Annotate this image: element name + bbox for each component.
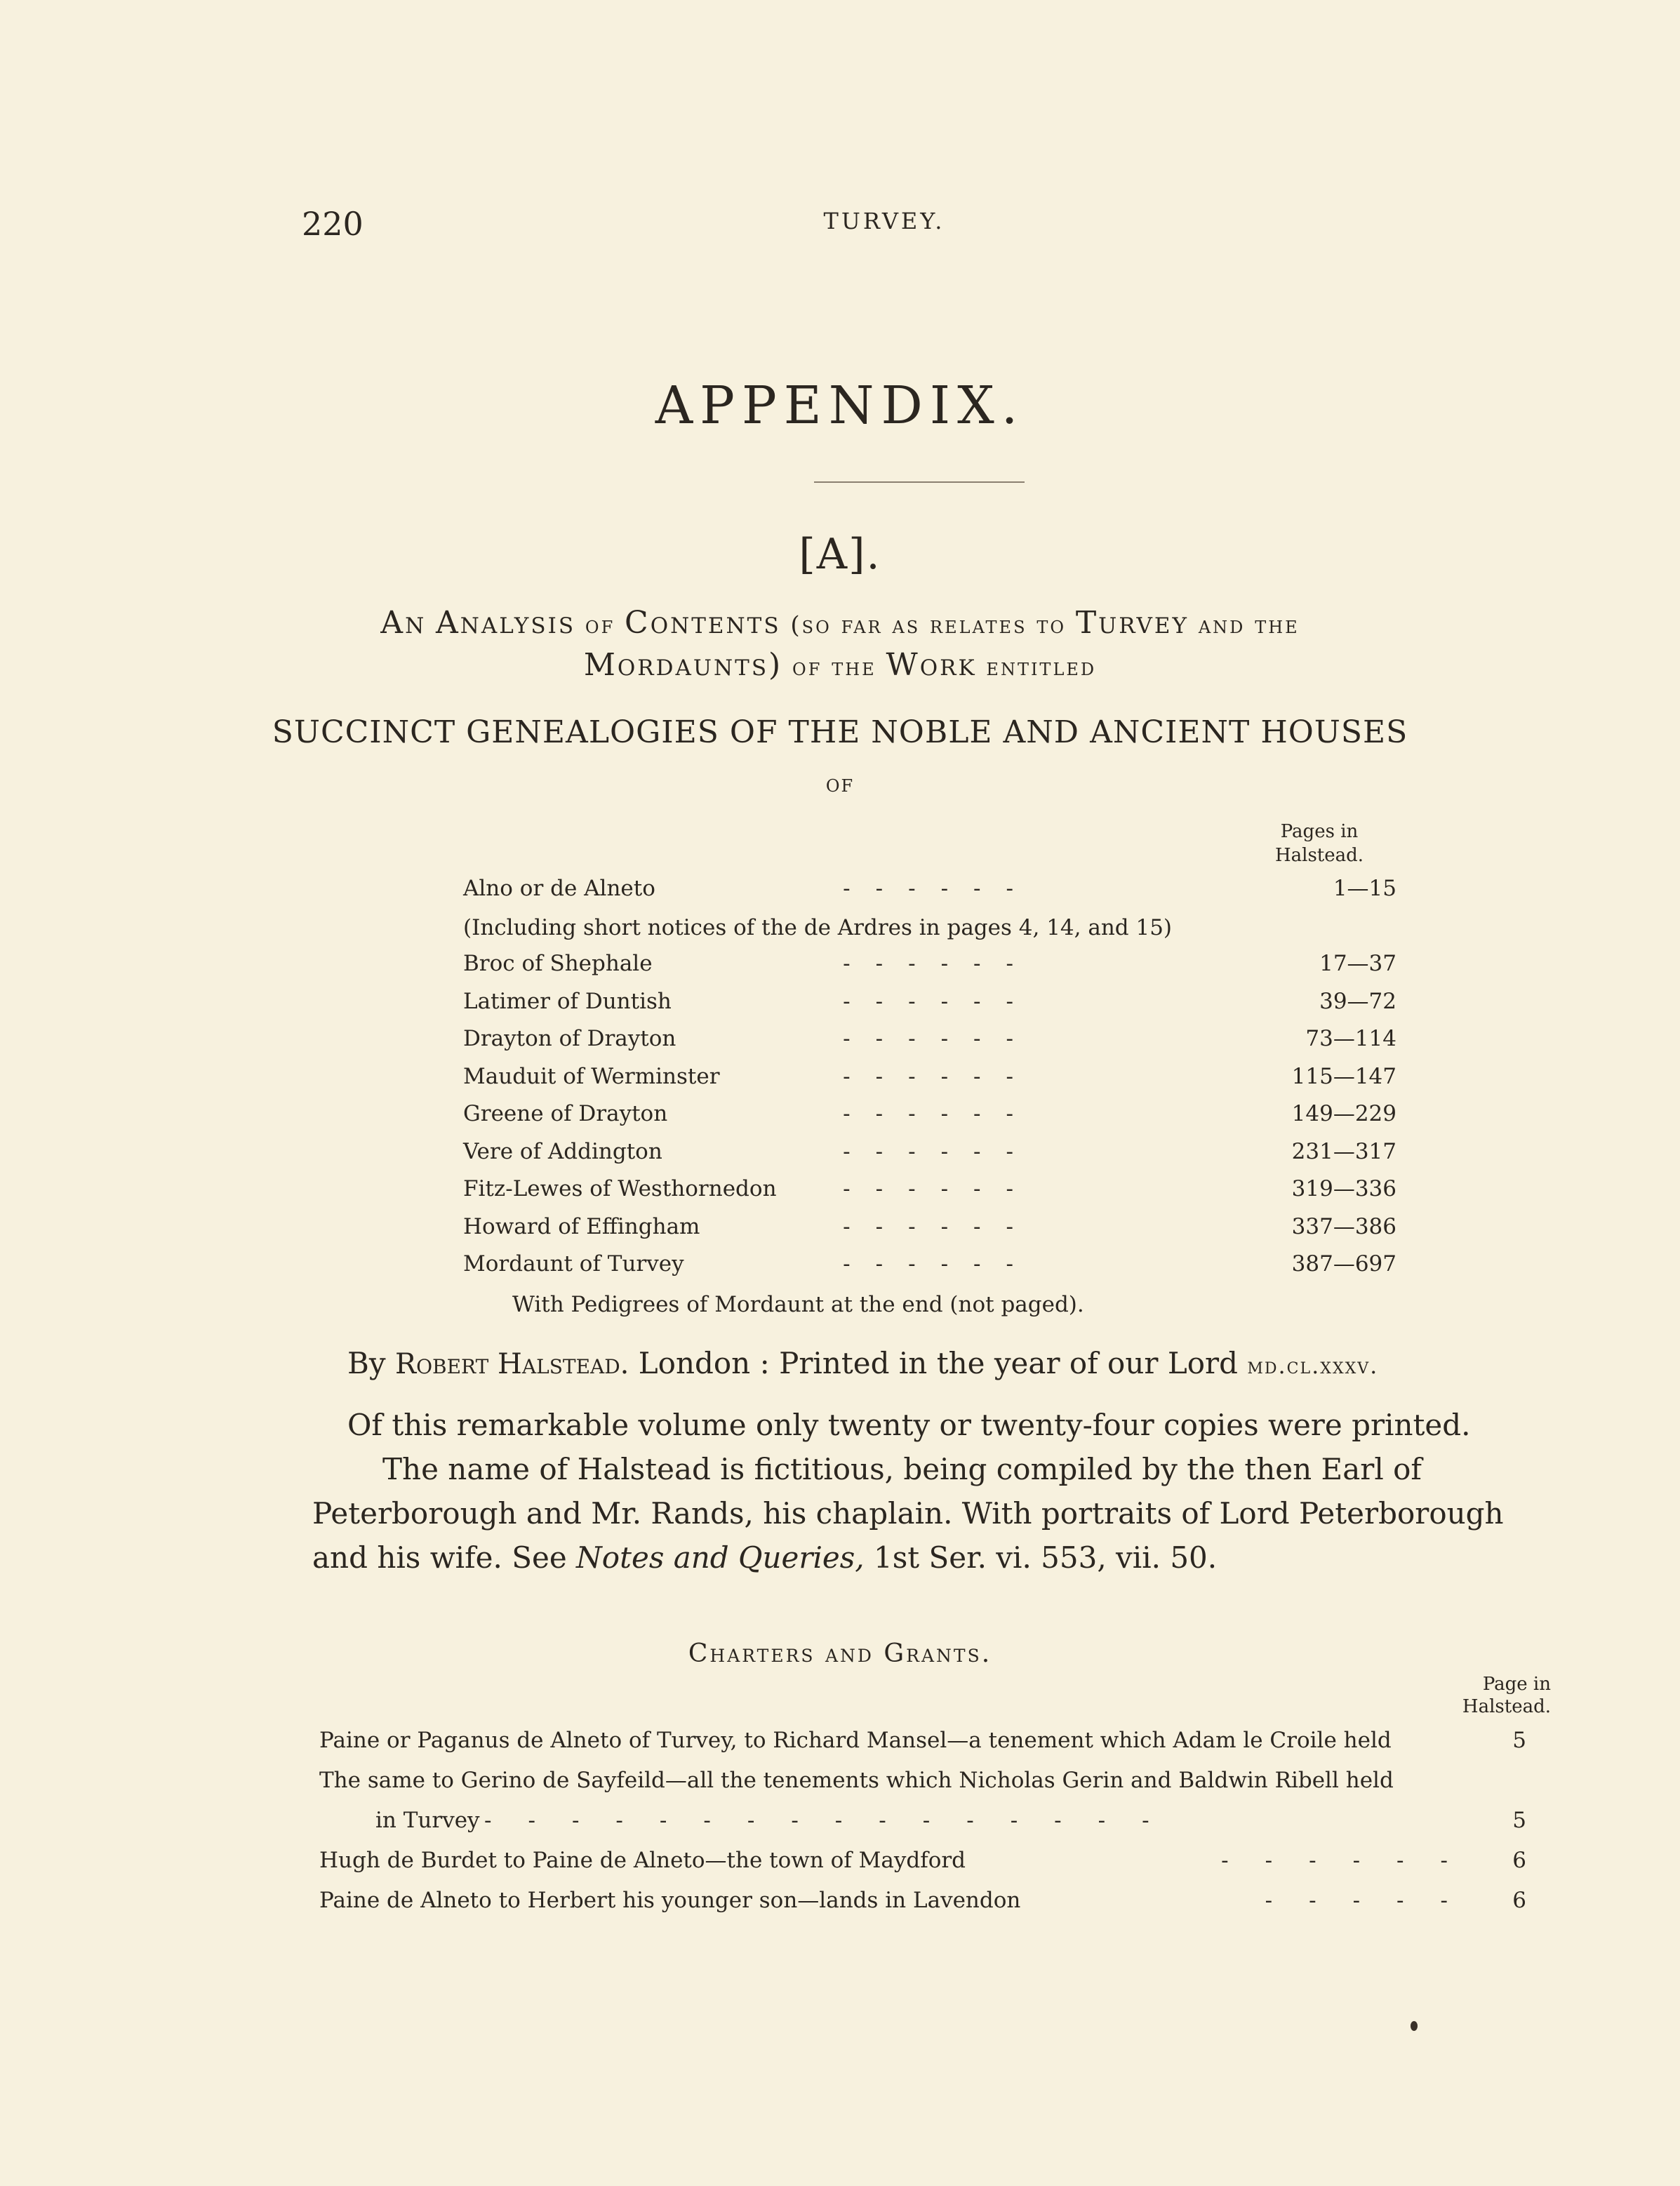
analysis-title-word: and	[1198, 611, 1246, 639]
leader-dashes: ------	[843, 1138, 1039, 1164]
section-label: [A].	[799, 530, 881, 579]
leader-dashes: -----	[1265, 1888, 1484, 1913]
byline-year: md.cl.xxxv.	[1247, 1352, 1379, 1379]
byline-by: By	[347, 1346, 386, 1380]
contents-row	[463, 1251, 1396, 1285]
house-name: Latimer of Duntish	[463, 988, 672, 1014]
page-range: 149—229	[1291, 1101, 1396, 1126]
leader-dashes: ------	[843, 876, 1039, 901]
page-title: APPENDIX.	[655, 375, 1025, 436]
analysis-title-line-2	[0, 647, 1680, 683]
analysis-title-line-1	[0, 605, 1680, 641]
page-header-line-2: Halstead.	[1462, 1696, 1551, 1717]
byline	[347, 1346, 1378, 1380]
charter-page: 6	[1512, 1848, 1526, 1873]
contents-row	[463, 1101, 1396, 1135]
analysis-title-word: Mordaunts)	[583, 647, 783, 683]
leader-dashes: ------	[843, 1176, 1039, 1201]
paragraph-line-1: Of this remarkable volume only twenty or twenty-four copies were printed.	[347, 1408, 1471, 1442]
contents-note: (Including short notices of the de Ardres in pages 4, 14, and 15)	[463, 914, 1173, 940]
house-name: Broc of Shephale	[463, 951, 653, 976]
title-divider	[814, 481, 1025, 483]
ink-mark	[1411, 2021, 1418, 2031]
leader-dashes: ------	[1221, 1848, 1484, 1873]
house-name: Fitz-Lewes of Westhornedon	[463, 1176, 777, 1201]
page-range: 337—386	[1291, 1213, 1396, 1239]
page-range: 387—697	[1291, 1251, 1396, 1277]
charter-page: 5	[1512, 1808, 1526, 1833]
house-name: Drayton of Drayton	[463, 1026, 676, 1051]
contents-row	[463, 1214, 1396, 1248]
charters-heading: Charters and Grants.	[688, 1639, 992, 1668]
paragraph-line-3: Peterborough and Mr. Rands, his chaplain. With portraits of Lord Peterborough	[312, 1496, 1504, 1531]
charter-row	[319, 1808, 1526, 1839]
leader-dashes: ------	[843, 1251, 1039, 1277]
contents-row	[463, 1139, 1396, 1173]
analysis-title-word: as	[892, 611, 921, 639]
house-name: Greene of Drayton	[463, 1101, 668, 1126]
analysis-title-word: the	[1255, 611, 1300, 639]
page-header-line-1: Page in	[1482, 1674, 1551, 1695]
contents-row	[463, 1026, 1396, 1060]
analysis-title-word: (so	[790, 611, 832, 639]
analysis-title-word: Work	[886, 647, 977, 683]
analysis-title-word: Contents	[625, 605, 781, 641]
leader-dashes: ------	[843, 1213, 1039, 1239]
analysis-title-word: Analysis	[436, 605, 576, 641]
analysis-title-word: entitled	[986, 653, 1097, 681]
byline-author: Robert Halstead.	[394, 1348, 629, 1380]
house-name: Mauduit of Werminster	[463, 1063, 720, 1089]
page-range: 17—37	[1319, 951, 1396, 976]
work-title-of: OF	[825, 776, 855, 796]
paragraph-line-2: The name of Halstead is fictitious, being compiled by the then Earl of	[382, 1452, 1422, 1486]
paragraph-line-4	[312, 1540, 1217, 1575]
leader-dashes: ------	[843, 951, 1039, 976]
analysis-title-word: to	[1036, 611, 1067, 639]
house-name: Mordaunt of Turvey	[463, 1251, 684, 1277]
paragraph-line-4-end: 1st Ser. vi. 553, vii. 50.	[874, 1540, 1218, 1575]
charter-row	[319, 1728, 1526, 1759]
page-range: 231—317	[1291, 1138, 1396, 1164]
charter-text: Paine de Alneto to Herbert his younger son—lands in Lavendon	[319, 1888, 1021, 1913]
charter-text: Hugh de Burdet to Paine de Alneto—the town of Maydford	[319, 1848, 966, 1873]
charter-page: 6	[1512, 1888, 1526, 1913]
pages-header-line-2: Halstead.	[1274, 845, 1364, 866]
leader-dashes: ------	[843, 1063, 1039, 1089]
analysis-title-word: of	[792, 653, 822, 681]
charter-row	[319, 1888, 1526, 1919]
contents-row	[463, 876, 1396, 909]
house-name: Alno or de Alneto	[463, 876, 655, 901]
work-title: SUCCINCT GENEALOGIES OF THE NOBLE AND ANCIENT HOUSES	[272, 714, 1408, 750]
charter-text: in Turvey	[375, 1808, 480, 1833]
page-range: 73—114	[1305, 1026, 1396, 1051]
page-range: 319—336	[1291, 1176, 1396, 1201]
house-name: Howard of Effingham	[463, 1213, 700, 1239]
contents-note: With Pedigrees of Mordaunt at the end (not paged).	[512, 1291, 1084, 1317]
charter-text: Paine or Paganus de Alneto of Turvey, to Richard Mansel—a tenement which Adam le Croile held	[319, 1728, 1392, 1753]
pages-header-line-1: Pages in	[1280, 821, 1359, 842]
page-number: 220	[302, 205, 364, 243]
leader-dashes: ------	[843, 1026, 1039, 1051]
analysis-title-word: far	[841, 611, 883, 639]
contents-row	[463, 989, 1396, 1022]
charter-text: The same to Gerino de Sayfeild—all the tenements which Nicholas Gerin and Baldwin Ribell held	[319, 1768, 1394, 1793]
contents-row	[463, 1176, 1396, 1210]
leader-dashes: ----------------	[484, 1808, 1186, 1833]
page-range: 1—15	[1333, 876, 1396, 901]
leader-dashes: ------	[843, 1101, 1039, 1126]
analysis-title-word: the	[832, 653, 876, 681]
paragraph-line-4-start: and his wife. See	[312, 1540, 567, 1575]
contents-row	[463, 951, 1396, 985]
pages-column-header	[1263, 820, 1375, 867]
page-column-header	[1446, 1673, 1551, 1718]
charter-row	[319, 1848, 1526, 1879]
contents-row	[463, 1064, 1396, 1098]
byline-imprint: London : Printed in the year of our Lord	[638, 1346, 1238, 1380]
page-range: 39—72	[1319, 988, 1396, 1014]
leader-dashes: ------	[843, 988, 1039, 1014]
analysis-title-word: of	[585, 611, 615, 639]
running-title: TURVEY.	[823, 208, 945, 234]
charter-row	[319, 1768, 1526, 1799]
analysis-title-word: An	[380, 605, 427, 641]
analysis-title-word: relates	[930, 611, 1027, 639]
analysis-title-word: Turvey	[1075, 605, 1189, 641]
house-name: Vere of Addington	[463, 1138, 662, 1164]
page-range: 115—147	[1291, 1063, 1396, 1089]
charter-page: 5	[1512, 1728, 1526, 1753]
citation-title: Notes and Queries,	[576, 1540, 865, 1575]
